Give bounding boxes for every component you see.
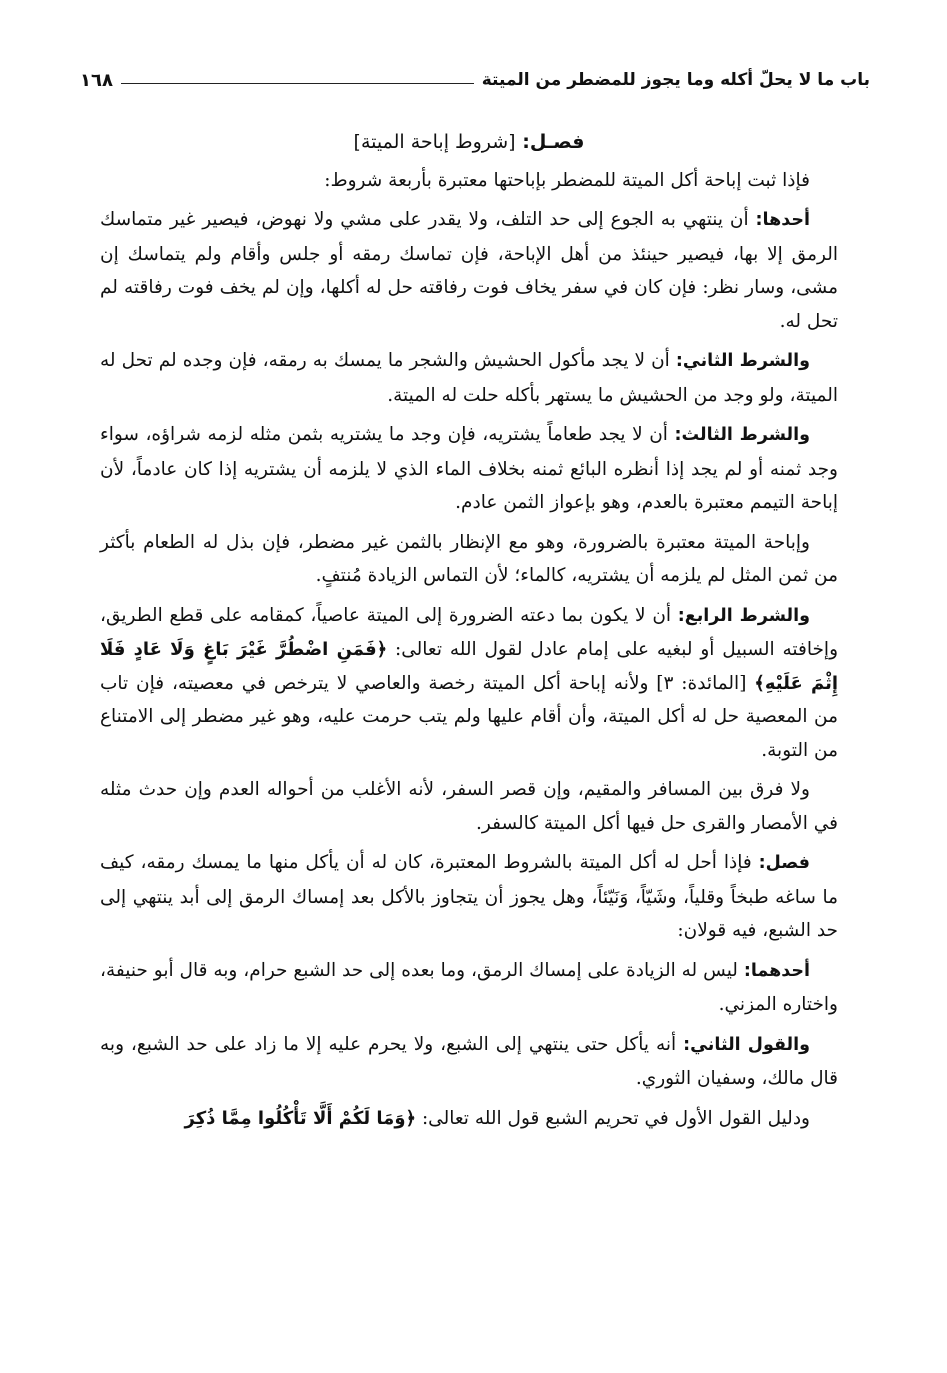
paragraph-text: أن لا يجد مأكول الحشيش والشجر ما يمسك به رمقه، فإن وجده لم تحل له الميتة، ولو وجد من الحشيش ما يستهر بأكله حلت له الميتة. [100, 350, 838, 406]
paragraph-lead: أحدها: [755, 210, 810, 230]
paragraph-opinion-1 [100, 954, 838, 1022]
paragraph-text: أن ينتهي به الجوع إلى حد التلف، ولا يقدر على مشي ولا نهوض، فيصير غير متماسك الرمق إلا بها، فيصير حينئذ من أهل الإباحة، فإن تماسك رمقه أو جلس وأقام ولم يتماسك إن مشى، وسار نظر: فإن كان في سفر يخاف فوت رفاقته حل له أكلها، وإن لم يخف فوت رفاقته لم تحل له. [100, 209, 838, 332]
paragraph-lead: والشرط الثاني: [675, 351, 811, 371]
paragraph-lead: أحدهما: [743, 960, 810, 981]
paragraph-condition-3 [100, 418, 838, 520]
paragraph-text: أن لا يكون بما دعته الضرورة إلى الميتة عاصياً، كمقامه على قطع الطريق، وإخافته السبيل أو لبغيه على إمام عادل لقول الله تعالى: [100, 604, 838, 660]
quran-verse: ﴿فَمَنِ اضْطُرَّ غَيْرَ بَاغٍ وَلَا عَادٍ فَلَا إِثْمَ عَلَيْهِ﴾ [100, 639, 839, 694]
page-body [100, 126, 838, 1141]
paragraph-condition-4 [100, 599, 838, 768]
paragraph-text: أن لا يجد طعاماً يشتريه، فإن وجد ما يشتريه بثمن مثله لزمه شراؤه، سواء وجد ثمنه أو لم يجد إذا أنظره البائع ثمنه بخلاف الماء الذي لا يلزمه أن يشتريه إذا كان عادماً، لأن إباحة التيمم معتبرة بالعدم، وهو بإعواز الثمن عادم. [100, 424, 838, 513]
paragraph-evidence [100, 1102, 838, 1136]
quran-verse: ﴿وَمَا لَكُمْ أَلَّا تَأْكُلُوا مِمَّا ذُكِرَ [184, 1107, 417, 1129]
paragraph-text: [المائدة: ٣] ولأنه إباحة أكل الميتة رخصة والعاصي لا يترخص في معصيته، فإن تاب من المعصية حل له أكل الميتة، وأن أقام عليها ولم يتب حرمت عليه، وهو غير مضطر إلى الامتناع من التوبة. [100, 672, 838, 761]
section-heading [100, 126, 838, 160]
paragraph-text: ولا فرق بين المسافر والمقيم، وإن قصر السفر، لأنه الأغلب من أحواله العدم وإن حدث مثله في الأمصار والقرى حل فيها أكل الميتة كالسفر. [100, 779, 838, 834]
paragraph-lead: والقول الثاني: [683, 1034, 810, 1055]
paragraph-opinion-2 [100, 1028, 838, 1096]
paragraph-traveler [100, 773, 838, 840]
paragraph-lead: والشرط الثالث: [674, 425, 810, 445]
paragraph-text: فإذا أحل له أكل الميتة بالشروط المعتبرة، كان له أن يأكل منها ما يمسك رمقه، كيف ما ساغه طبخاً وقلياً، وشَيّاً، وَنَيّئاً، وهل يجوز أن يتجاوز بالأكل بعد إمساك الرمق إلى أبد ينتهي إلى حد الشبع، فيه قولان: [100, 852, 838, 941]
paragraph-condition-1 [100, 203, 838, 338]
paragraph-intro [100, 164, 838, 198]
paragraph-text: فإذا ثبت إباحة أكل الميتة للمضطر بإباحتها معتبرة بأربعة شروط: [324, 169, 810, 191]
paragraph-text: وإباحة الميتة معتبرة بالضرورة، وهو مع الإنظار بالثمن غير مضطر، فإن بذل له الطعام بأكثر من ثمن المثل لم يلزمه أن يشتريه، كالماء؛ لأن التماس الزيادة مُنتفٍ. [100, 531, 838, 586]
running-header [80, 62, 870, 98]
paragraph-lead: فصل: [758, 853, 810, 873]
page-number: ١٦٨ [80, 69, 113, 91]
section-label: فصـل: [522, 131, 585, 153]
paragraph-condition-2 [100, 344, 838, 412]
section-title: [شروط إباحة الميتة] [353, 131, 516, 153]
paragraph-text: أنه يأكل حتى ينتهي إلى الشبع، ولا يحرم عليه إلا ما زاد على حد الشبع، وبه قال مالك، وسفيان الثوري. [100, 1033, 838, 1089]
running-title: باب ما لا يحلّ أكله وما يجوز للمضطر من الميتة [481, 70, 870, 90]
paragraph-necessity [100, 526, 838, 593]
paragraph-text: ودليل القول الأول في تحريم الشبع قول الله تعالى: [421, 1107, 810, 1129]
paragraph-text: ليس له الزيادة على إمساك الرمق، وما بعده إلى حد الشبع حرام، وبه قال أبو حنيفة، واختاره المزني. [100, 959, 838, 1015]
paragraph-section-2 [100, 846, 838, 948]
header-rule [121, 83, 474, 84]
paragraph-lead: والشرط الرابع: [677, 605, 810, 626]
